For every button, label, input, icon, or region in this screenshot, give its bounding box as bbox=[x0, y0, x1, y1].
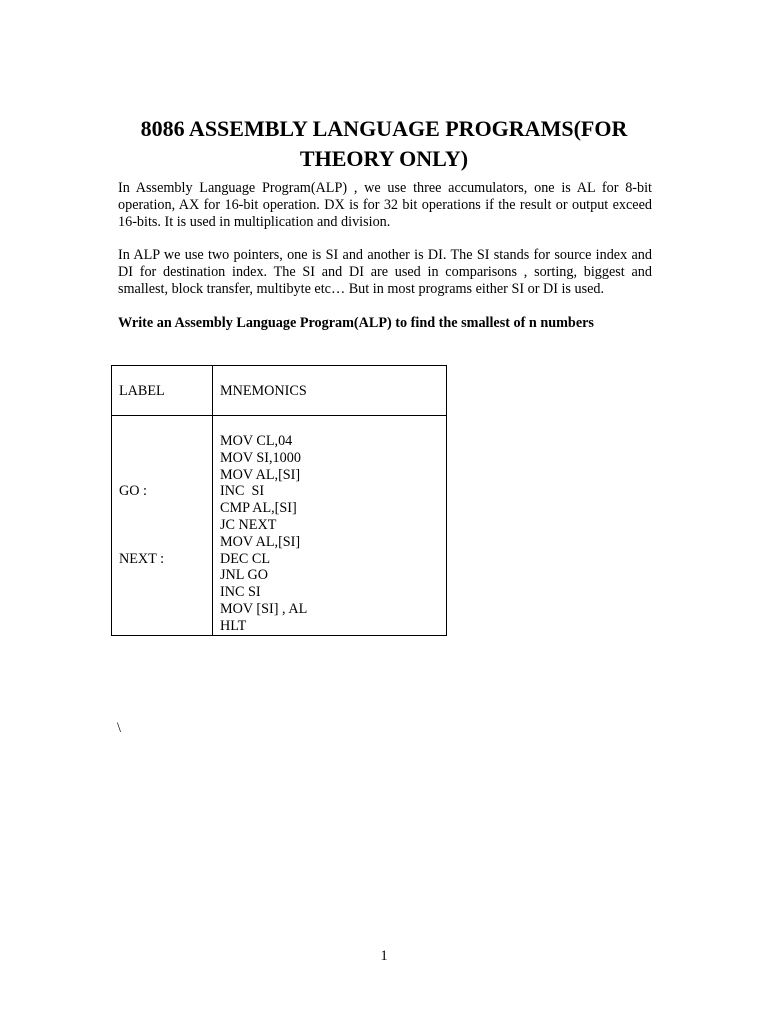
label-next: NEXT : bbox=[119, 550, 165, 567]
mnemonics-column bbox=[213, 416, 447, 636]
label-line bbox=[119, 567, 212, 584]
mnemonic-line: MOV [SI] , AL bbox=[220, 600, 308, 617]
program-table bbox=[111, 365, 447, 636]
mnemonic-line: INC SI bbox=[220, 483, 265, 500]
stray-backslash: \ bbox=[117, 720, 121, 736]
mnemonic-line: MOV AL,[SI] bbox=[220, 466, 301, 483]
page-title bbox=[100, 114, 668, 174]
table-body-row bbox=[112, 416, 447, 636]
mnemonic-line: CMP AL,[SI] bbox=[220, 500, 297, 517]
header-mnemonics: MNEMONICS bbox=[213, 366, 447, 416]
mnemonic-line: MOV CL,04 bbox=[220, 433, 293, 449]
label-line bbox=[119, 534, 212, 551]
header-label: LABEL bbox=[112, 366, 213, 416]
label-line bbox=[119, 433, 212, 450]
task-heading: Write an Assembly Language Program(ALP) to find the smallest of n numbers bbox=[118, 315, 594, 331]
page-number: 1 bbox=[380, 948, 388, 964]
mnemonic-line: MOV SI,1000 bbox=[220, 449, 301, 466]
table-header-row bbox=[112, 366, 447, 416]
mnemonic-line: JC NEXT bbox=[220, 516, 277, 533]
mnemonic-line: DEC CL bbox=[220, 550, 271, 567]
mnemonic-line: INC SI bbox=[220, 584, 261, 601]
paragraph-accumulators: In Assembly Language Program(ALP) , we use three accumulators, one is AL for 8-bit operation, AX for 16-bit operation. DX is for 32 bit operations if the result or output exceed 16-bits. It is used in multiplication and division. bbox=[118, 180, 652, 230]
mnemonic-line: MOV AL,[SI] bbox=[220, 533, 301, 550]
mnemonic-line: HLT bbox=[220, 617, 247, 634]
label-line bbox=[119, 467, 212, 484]
label-line bbox=[119, 618, 212, 635]
label-go: GO : bbox=[119, 483, 147, 500]
label-line bbox=[119, 517, 212, 534]
title-line-2: THEORY ONLY) bbox=[299, 146, 469, 171]
title-line-1: 8086 ASSEMBLY LANGUAGE PROGRAMS(FOR bbox=[140, 116, 628, 141]
paragraph-pointers: In ALP we use two pointers, one is SI and another is DI. The SI stands for source index and DI for destination index. The SI and DI are used in comparisons , sorting, biggest and smallest, block transfer, multibyte etc… But in most programs either SI or DI is used. bbox=[118, 247, 652, 297]
label-line bbox=[119, 450, 212, 467]
label-line bbox=[119, 601, 212, 618]
mnemonic-line: JNL GO bbox=[220, 567, 268, 584]
label-line bbox=[119, 500, 212, 517]
label-line bbox=[119, 584, 212, 601]
label-column bbox=[112, 416, 213, 636]
